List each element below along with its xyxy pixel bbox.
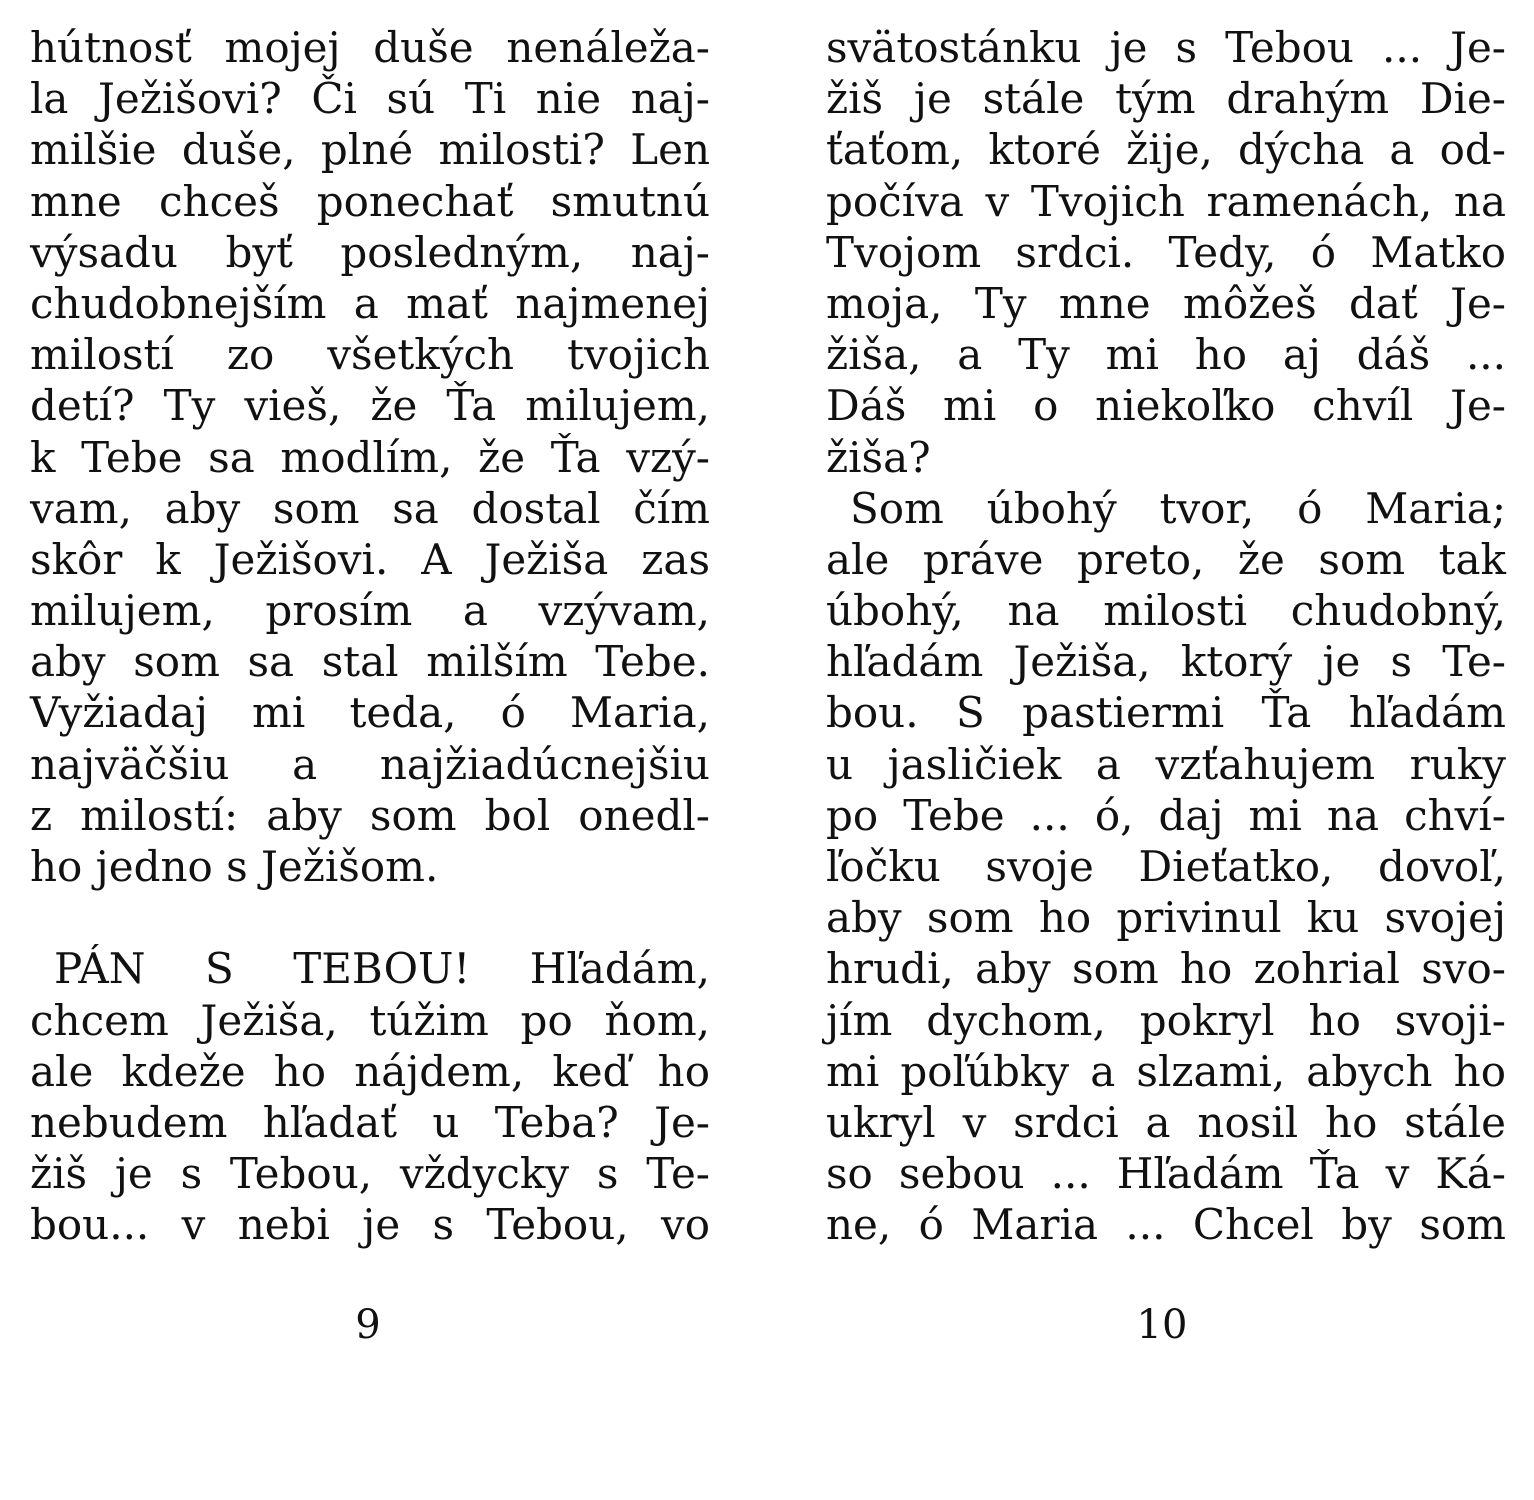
text-line: Vyžiadaj mi teda, ó Maria, bbox=[30, 688, 710, 738]
text-line: aby som sa stal milším Tebe. bbox=[30, 637, 710, 687]
left-page bbox=[30, 22, 710, 1251]
text-line: milujem, prosím a vzývam, bbox=[30, 586, 710, 636]
text-line: mne chceš ponechať smutnú bbox=[30, 176, 710, 226]
text-line: chudobnejším a mať najmenej bbox=[30, 278, 710, 328]
left-paragraph-1 bbox=[30, 22, 710, 892]
text-line: po Tebe ... ó, daj mi na chví- bbox=[826, 790, 1506, 840]
text-line: detí? Ty vieš, že Ťa milujem, bbox=[30, 381, 710, 431]
text-line: ale práve preto, že som tak bbox=[826, 534, 1506, 584]
text-line: ho jedno s Ježišom. bbox=[30, 842, 439, 891]
text-line: skôr k Ježišovi. A Ježiša zas bbox=[30, 534, 710, 584]
text-line: Dáš mi o niekoľko chvíl Je- bbox=[826, 381, 1506, 431]
text-line: počíva v Tvojich ramenách, na bbox=[826, 176, 1506, 226]
text-line: hútnosť mojej duše nenáleža- bbox=[30, 23, 710, 72]
text-line: milšie duše, plné milosti? Len bbox=[30, 125, 710, 175]
right-paragraph-2 bbox=[826, 483, 1506, 1251]
text-line: hrudi, aby som ho zohrial svo- bbox=[826, 944, 1506, 994]
text-line: žiš je stále tým drahým Die- bbox=[826, 74, 1506, 124]
text-line: mi poľúbky a slzami, abych ho bbox=[826, 1046, 1506, 1096]
right-paragraph-1 bbox=[826, 22, 1506, 483]
text-line: ale kdeže ho nájdem, keď ho bbox=[30, 1046, 710, 1096]
text-line: Tvojom srdci. Tedy, ó Matko bbox=[826, 227, 1506, 277]
text-line: la Ježišovi? Či sú Ti nie naj- bbox=[30, 74, 710, 124]
text-line: ľočku svoje Dieťatko, dovoľ, bbox=[826, 842, 1506, 891]
text-line: hľadám Ježiša, ktorý je s Te- bbox=[826, 637, 1506, 687]
paragraph-gap bbox=[30, 892, 710, 943]
text-line: PÁN S TEBOU! Hľadám, bbox=[54, 944, 710, 994]
text-line: ukryl v srdci a nosil ho stále bbox=[826, 1097, 1506, 1147]
text-line: bou. S pastiermi Ťa hľadám bbox=[826, 688, 1506, 738]
page-number-left: 9 bbox=[355, 1302, 381, 1348]
text-line: z milostí: aby som bol onedl- bbox=[30, 790, 710, 840]
text-line: nebudem hľadať u Teba? Je- bbox=[30, 1097, 710, 1147]
left-paragraph-2 bbox=[30, 943, 710, 1250]
text-line: žiša? bbox=[826, 432, 931, 482]
text-line: aby som ho privinul ku svojej bbox=[826, 893, 1506, 943]
text-line: ne, ó Maria ... Chcel by som bbox=[826, 1200, 1506, 1250]
text-line: bou... v nebi je s Tebou, vo bbox=[30, 1200, 710, 1250]
text-line: jím dychom, pokryl ho svoji- bbox=[826, 995, 1506, 1045]
text-line: chcem Ježiša, túžim po ňom, bbox=[30, 995, 710, 1045]
text-line: ťaťom, ktoré žije, dýcha a od- bbox=[826, 125, 1506, 175]
right-page bbox=[826, 22, 1506, 1251]
text-line: vam, aby som sa dostal čím bbox=[30, 483, 710, 533]
page-number-right: 10 bbox=[1136, 1302, 1188, 1348]
text-line: u jasličiek a vzťahujem ruky bbox=[826, 739, 1506, 789]
text-line: Som úbohý tvor, ó Maria; bbox=[850, 483, 1506, 533]
text-line: žiš je s Tebou, vždycky s Te- bbox=[30, 1149, 710, 1199]
text-line: k Tebe sa modlím, že Ťa vzý- bbox=[30, 432, 710, 482]
text-line: žiša, a Ty mi ho aj dáš ... bbox=[826, 330, 1506, 380]
text-line: milostí zo všetkých tvojich bbox=[30, 330, 710, 380]
text-line: svätostánku je s Tebou ... Je- bbox=[826, 23, 1506, 72]
text-line: so sebou ... Hľadám Ťa v Ká- bbox=[826, 1149, 1506, 1199]
text-line: najväčšiu a najžiadúcnejšiu bbox=[30, 739, 710, 789]
text-line: moja, Ty mne môžeš dať Je- bbox=[826, 278, 1506, 328]
text-line: úbohý, na milosti chudobný, bbox=[826, 586, 1506, 636]
text-line: výsadu byť posledným, naj- bbox=[30, 227, 710, 277]
